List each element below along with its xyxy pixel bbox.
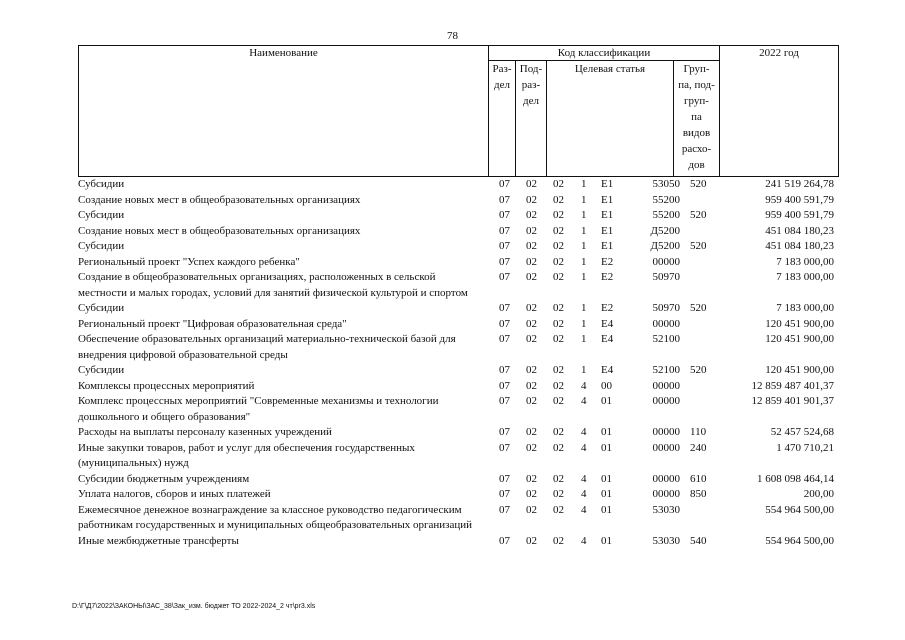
target-article-part4-cell: 00000 bbox=[652, 426, 680, 438]
target-article-part4-cell: 52100 bbox=[652, 333, 680, 345]
target-article-part1-cell: 02 bbox=[553, 178, 564, 190]
target-article-part2-cell: 1 bbox=[581, 317, 587, 330]
razdel-cell: 07 bbox=[499, 271, 510, 283]
row-name: Субсидии bbox=[78, 364, 125, 376]
podrazdel-cell: 02 bbox=[526, 379, 537, 392]
page-number: 78 bbox=[447, 30, 458, 42]
target-article-part2-cell: 4 bbox=[581, 503, 587, 516]
target-article-part4-cell: 00000 bbox=[652, 441, 680, 454]
amount-cell: 120 451 900,00 bbox=[765, 364, 834, 376]
target-article-part3-cell: E1 bbox=[601, 209, 614, 221]
podrazdel-cell: 02 bbox=[526, 534, 537, 547]
target-article-part1-cell: 02 bbox=[553, 364, 564, 376]
target-article-part2-cell: 1 bbox=[581, 178, 587, 190]
target-article-part1-cell: 02 bbox=[553, 441, 564, 454]
row-name: Создание новых мест в общеобразовательных организациях bbox=[78, 224, 361, 237]
amount-cell: 554 964 500,00 bbox=[765, 534, 834, 547]
target-article-part2-cell: 1 bbox=[581, 224, 587, 237]
table-row bbox=[78, 270, 839, 301]
target-article-part3-cell: E4 bbox=[601, 317, 614, 330]
file-path-footer: D:\Г\Д7\2022\ЗАКОНЫ\ЗАС_38\Зак_изм. бюджет ТО 2022-2024_2 чт\pr3.xls bbox=[72, 603, 316, 610]
table-row bbox=[78, 363, 839, 379]
podrazdel-cell: 02 bbox=[526, 488, 537, 500]
target-article-part2-cell: 4 bbox=[581, 441, 587, 454]
amount-cell: 1 608 098 464,14 bbox=[757, 472, 834, 485]
target-article-part1-cell: 02 bbox=[553, 379, 564, 392]
target-article-part1-cell: 02 bbox=[553, 395, 564, 407]
target-article-part3-cell: E4 bbox=[601, 364, 614, 376]
target-article-part4-cell: Д5200 bbox=[650, 224, 680, 237]
target-article-part4-cell: 53030 bbox=[652, 534, 680, 547]
amount-cell: 52 457 524,68 bbox=[770, 426, 834, 438]
expense-group-cell: 520 bbox=[690, 364, 707, 376]
amount-cell: 554 964 500,00 bbox=[765, 503, 834, 516]
podrazdel-cell: 02 bbox=[526, 364, 537, 376]
table-row bbox=[78, 177, 839, 193]
expense-group-cell: 540 bbox=[690, 534, 707, 547]
row-name: Комплексы процессных мероприятий bbox=[78, 379, 255, 392]
podrazdel-cell: 02 bbox=[526, 178, 537, 190]
amount-cell: 451 084 180,23 bbox=[765, 224, 834, 237]
target-article-part4-cell: 52100 bbox=[652, 364, 680, 376]
razdel-cell: 07 bbox=[499, 426, 510, 438]
razdel-cell: 07 bbox=[499, 178, 510, 190]
razdel-cell: 07 bbox=[499, 503, 510, 516]
header-classification-code: Код классификации bbox=[557, 47, 651, 59]
target-article-part1-cell: 02 bbox=[553, 317, 564, 330]
table-row bbox=[78, 534, 839, 550]
table-row bbox=[78, 255, 839, 271]
row-name: Ежемесячное денежное вознаграждение за классное руководство педагогическим работникам государственных и муниципальных общеобразовательных организаций bbox=[78, 503, 473, 531]
razdel-cell: 07 bbox=[499, 224, 510, 237]
target-article-part4-cell: 00000 bbox=[652, 488, 680, 500]
table-row bbox=[78, 487, 839, 503]
amount-cell: 7 183 000,00 bbox=[776, 271, 834, 283]
podrazdel-cell: 02 bbox=[526, 302, 537, 314]
table-row bbox=[78, 379, 839, 395]
target-article-part3-cell: 01 bbox=[601, 503, 612, 516]
table-body bbox=[78, 177, 839, 549]
header-name: Наименование bbox=[249, 47, 318, 59]
table-row bbox=[78, 394, 839, 425]
target-article-part4-cell: 50970 bbox=[652, 302, 680, 314]
table-row bbox=[78, 441, 839, 472]
target-article-part1-cell: 02 bbox=[553, 302, 564, 314]
target-article-part3-cell: 01 bbox=[601, 426, 612, 438]
expense-group-cell: 610 bbox=[690, 472, 707, 485]
razdel-cell: 07 bbox=[499, 379, 510, 392]
amount-cell: 959 400 591,79 bbox=[765, 193, 834, 206]
razdel-cell: 07 bbox=[499, 534, 510, 547]
target-article-part1-cell: 02 bbox=[553, 240, 564, 252]
podrazdel-cell: 02 bbox=[526, 472, 537, 485]
amount-cell: 12 859 401 901,37 bbox=[751, 395, 834, 407]
podrazdel-cell: 02 bbox=[526, 255, 537, 268]
target-article-part2-cell: 1 bbox=[581, 209, 587, 221]
target-article-part2-cell: 4 bbox=[581, 534, 587, 547]
table-row bbox=[78, 193, 839, 209]
razdel-cell: 07 bbox=[499, 488, 510, 500]
expense-group-cell: 520 bbox=[690, 209, 707, 221]
header-expense-group: Груп- па, под- груп- па видов расхо- дов bbox=[678, 63, 715, 171]
expense-group-cell: 850 bbox=[690, 488, 707, 500]
amount-cell: 1 470 710,21 bbox=[776, 441, 834, 454]
podrazdel-cell: 02 bbox=[526, 271, 537, 283]
row-name: Субсидии bbox=[78, 178, 125, 190]
target-article-part2-cell: 1 bbox=[581, 364, 587, 376]
expense-group-cell: 520 bbox=[690, 302, 707, 314]
razdel-cell: 07 bbox=[499, 193, 510, 206]
target-article-part4-cell: 53050 bbox=[652, 178, 680, 190]
amount-cell: 120 451 900,00 bbox=[765, 333, 834, 345]
amount-cell: 7 183 000,00 bbox=[776, 255, 834, 268]
target-article-part2-cell: 1 bbox=[581, 302, 587, 314]
expense-group-cell: 240 bbox=[690, 441, 707, 454]
razdel-cell: 07 bbox=[499, 240, 510, 252]
target-article-part3-cell: E2 bbox=[601, 302, 614, 314]
amount-cell: 12 859 487 401,37 bbox=[751, 379, 834, 392]
table-row bbox=[78, 224, 839, 240]
header-podrazdel: Под- раз- дел bbox=[519, 63, 543, 107]
target-article-part3-cell: 01 bbox=[601, 441, 612, 454]
amount-cell: 241 519 264,78 bbox=[765, 178, 834, 190]
table-row bbox=[78, 472, 839, 488]
razdel-cell: 07 bbox=[499, 255, 510, 268]
razdel-cell: 07 bbox=[499, 395, 510, 407]
target-article-part4-cell: 55200 bbox=[652, 193, 680, 206]
target-article-part4-cell: 53030 bbox=[652, 503, 680, 516]
table-row bbox=[78, 239, 839, 255]
amount-cell: 7 183 000,00 bbox=[776, 302, 834, 314]
header-razdel: Раз- дел bbox=[492, 63, 512, 91]
table-row bbox=[78, 317, 839, 333]
table-row bbox=[78, 301, 839, 317]
target-article-part3-cell: E1 bbox=[601, 193, 614, 206]
table-row bbox=[78, 208, 839, 224]
target-article-part1-cell: 02 bbox=[553, 224, 564, 237]
razdel-cell: 07 bbox=[499, 364, 510, 376]
expense-group-cell: 520 bbox=[690, 178, 707, 190]
target-article-part2-cell: 1 bbox=[581, 240, 587, 252]
target-article-part3-cell: E2 bbox=[601, 271, 614, 283]
target-article-part4-cell: Д5200 bbox=[650, 240, 680, 252]
podrazdel-cell: 02 bbox=[526, 333, 537, 345]
row-name: Уплата налогов, сборов и иных платежей bbox=[78, 488, 271, 500]
target-article-part1-cell: 02 bbox=[553, 472, 564, 485]
target-article-part1-cell: 02 bbox=[553, 271, 564, 283]
target-article-part1-cell: 02 bbox=[553, 333, 564, 345]
target-article-part3-cell: E1 bbox=[601, 224, 614, 237]
row-name: Региональный проект "Успех каждого ребенка" bbox=[78, 255, 300, 268]
target-article-part4-cell: 55200 bbox=[652, 209, 680, 221]
target-article-part3-cell: 00 bbox=[601, 379, 612, 392]
razdel-cell: 07 bbox=[499, 209, 510, 221]
row-name: Субсидии bbox=[78, 209, 125, 221]
podrazdel-cell: 02 bbox=[526, 224, 537, 237]
row-name: Региональный проект "Цифровая образовательная среда" bbox=[78, 317, 347, 330]
target-article-part3-cell: 01 bbox=[601, 488, 612, 500]
target-article-part3-cell: 01 bbox=[601, 534, 612, 547]
target-article-part2-cell: 4 bbox=[581, 472, 587, 485]
podrazdel-cell: 02 bbox=[526, 503, 537, 516]
table-row bbox=[78, 503, 839, 534]
target-article-part3-cell: E1 bbox=[601, 240, 614, 252]
target-article-part1-cell: 02 bbox=[553, 503, 564, 516]
podrazdel-cell: 02 bbox=[526, 240, 537, 252]
target-article-part4-cell: 00000 bbox=[652, 255, 680, 268]
target-article-part3-cell: E2 bbox=[601, 255, 614, 268]
target-article-part1-cell: 02 bbox=[553, 488, 564, 500]
podrazdel-cell: 02 bbox=[526, 209, 537, 221]
target-article-part4-cell: 00000 bbox=[652, 472, 680, 485]
target-article-part4-cell: 00000 bbox=[652, 317, 680, 330]
target-article-part4-cell: 00000 bbox=[652, 395, 680, 407]
target-article-part2-cell: 1 bbox=[581, 333, 587, 345]
target-article-part2-cell: 4 bbox=[581, 395, 587, 407]
row-name: Иные закупки товаров, работ и услуг для обеспечения государственных (муниципальных) нужд bbox=[78, 441, 415, 469]
amount-cell: 200,00 bbox=[803, 488, 834, 500]
target-article-part1-cell: 02 bbox=[553, 193, 564, 206]
header-year: 2022 год bbox=[759, 47, 799, 59]
target-article-part3-cell: 01 bbox=[601, 395, 612, 407]
podrazdel-cell: 02 bbox=[526, 426, 537, 438]
table-header bbox=[78, 45, 839, 177]
row-name: Комплекс процессных мероприятий "Современные механизмы и технологии дошкольного и общего образования" bbox=[78, 395, 439, 423]
target-article-part1-cell: 02 bbox=[553, 534, 564, 547]
target-article-part1-cell: 02 bbox=[553, 255, 564, 268]
amount-cell: 120 451 900,00 bbox=[765, 317, 834, 330]
target-article-part2-cell: 1 bbox=[581, 271, 587, 283]
razdel-cell: 07 bbox=[499, 302, 510, 314]
target-article-part2-cell: 4 bbox=[581, 488, 587, 500]
target-article-part2-cell: 4 bbox=[581, 379, 587, 392]
target-article-part2-cell: 4 bbox=[581, 426, 587, 438]
razdel-cell: 07 bbox=[499, 317, 510, 330]
row-name: Создание в общеобразовательных организациях, расположенных в сельской местности и малых городах, условий для занятий физической культурой и спортом bbox=[78, 271, 468, 299]
target-article-part1-cell: 02 bbox=[553, 209, 564, 221]
target-article-part4-cell: 00000 bbox=[652, 379, 680, 392]
razdel-cell: 07 bbox=[499, 441, 510, 454]
header-target-article: Целевая статья bbox=[574, 63, 646, 75]
table-row bbox=[78, 425, 839, 441]
target-article-part3-cell: E4 bbox=[601, 333, 614, 345]
table-row bbox=[78, 332, 839, 363]
target-article-part2-cell: 1 bbox=[581, 193, 587, 206]
row-name: Иные межбюджетные трансферты bbox=[78, 534, 239, 547]
target-article-part1-cell: 02 bbox=[553, 426, 564, 438]
razdel-cell: 07 bbox=[499, 472, 510, 485]
podrazdel-cell: 02 bbox=[526, 395, 537, 407]
target-article-part4-cell: 50970 bbox=[652, 271, 680, 283]
podrazdel-cell: 02 bbox=[526, 317, 537, 330]
podrazdel-cell: 02 bbox=[526, 441, 537, 454]
amount-cell: 959 400 591,79 bbox=[765, 209, 834, 221]
row-name: Расходы на выплаты персоналу казенных учреждений bbox=[78, 426, 332, 438]
podrazdel-cell: 02 bbox=[526, 193, 537, 206]
razdel-cell: 07 bbox=[499, 333, 510, 345]
row-name: Субсидии bbox=[78, 240, 125, 252]
expense-group-cell: 110 bbox=[690, 426, 707, 438]
expense-group-cell: 520 bbox=[690, 240, 707, 252]
row-name: Субсидии бюджетным учреждениям bbox=[78, 472, 250, 485]
row-name: Создание новых мест в общеобразовательных организациях bbox=[78, 193, 361, 206]
target-article-part3-cell: 01 bbox=[601, 472, 612, 485]
row-name: Субсидии bbox=[78, 302, 125, 314]
target-article-part2-cell: 1 bbox=[581, 255, 587, 268]
target-article-part3-cell: E1 bbox=[601, 178, 614, 190]
row-name: Обеспечение образовательных организаций материально-технической базой для внедрения цифровой образовательной среды bbox=[78, 333, 456, 361]
amount-cell: 451 084 180,23 bbox=[765, 240, 834, 252]
